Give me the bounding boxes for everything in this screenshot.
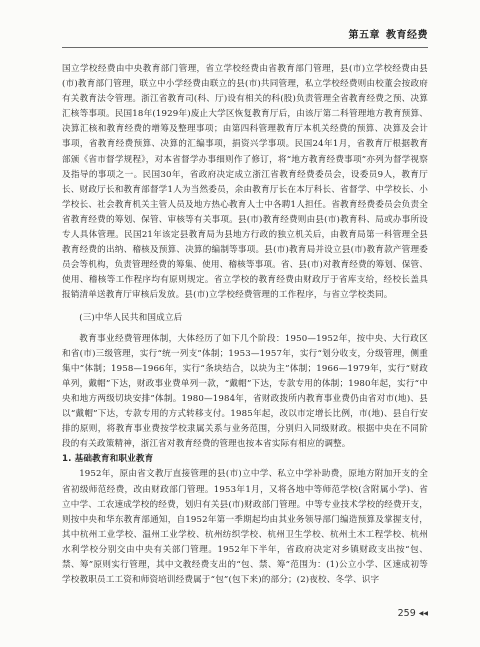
- chapter-title: 教育经费: [386, 30, 428, 41]
- subheading: 1. 基础教育和职业教育: [62, 454, 154, 465]
- chapter-label: 第五章: [348, 30, 380, 41]
- body-text: [62, 62, 428, 588]
- page-number: 259: [397, 608, 416, 619]
- page-footer: [398, 608, 428, 619]
- running-head: [343, 26, 429, 41]
- paragraph-1: 国立学校经费由中央教育部门管理，省立学校经费由省教育部门管理，县(市)立学校经费由县(市)教育部门管理，联立中小学经费由联立的县(市)共同管理，私立学校经费则由校董会按政府有关教育法令管理。浙江省教育司(科、厅)设有相关的科(股)负责管理全省教育经费之预、决算汇核等事项。民国18年(1929年)废止大学区恢复教育厅后，由该厅第二科管理地方教育预算、决算汇核和教育经费的增筹及整理事项；由第四科管理教育厅本机关经费的预算、决算及会计事项，省教育经费预算、决算的汇编事项，捐资兴学事项。民国24年1月，省教育厅根据教育部颁《省市督学规程》，对本省督学办事细则作了修订，将“地方教育经费事项”亦列为督学视察及指导的事项之一。民国30年，省政府决定成立浙江省教育经费委员会，设委员9人，教育厅长、财政厅长和教育部督学1人为当然委员，余由教育厅长在本厅科长、省督学、中学校长、小学校长、社会教育机关主管人员及地方热心教育人士中各聘1人担任。省教育经费委员会负责全省教育经费的筹划、保管、审核等有关事项。县(市)教育经费则由县(市)教育科、局或办事所设专人具体管理。民国21年该定县教育局为县地方行政的独立机关后，由教育局第一科管理全县教育经费的出纳、稽核及预算、决算的编制等事项。县(市)教育局并设立县(市)教育款产管理委员会等机构，负责管理经费的筹集、使用、稽核等事项。省、县(市)对教育经费的筹划、保管、使用、稽核等工作程序均有原则规定。省立学校的教育经费由财政厅于省库支给，经校长盖具报销清单送教育厅审核后发放。县(市)立学校经费管理的工作程序，与省立学校类同。: [62, 64, 428, 301]
- section-heading: (三)中华人民共和国成立后: [79, 312, 183, 323]
- header-rule: [62, 47, 428, 48]
- paragraph-2: 教育事业经费管理体制，大体经历了如下几个阶段：1950—1952年，按中央、大行政区和省(市)三级管理，实行“统一列支”体制；1953—1957年，实行“划分收支，分级管理，侧重集中”体制；1958—1966年，实行“条块结合，以块为主”体制；1966—1979年，实行“财政单列，戴帽”下达，财政事业费单列一款，“戴帽”下达，专款专用的体制；1980年起，实行“中央和地方两级切块安排”体制。1980—1984年，省财政拨所内教育事业费仍由省对市(地)、县以“戴帽”下达，专款专用的方式转移支付。1985年起，改以市定增长比例，市(地)、县自行安排的原则，将教育事业费按学校隶属关系与业务范围，分别归入同级财政。根据中央在不同阶段的有关政策精神，浙江省对教育经费的管理也按本省实际有相应的调整。: [62, 333, 428, 450]
- page-marker-icon: ◀◀: [418, 610, 428, 617]
- paragraph-3: 1952年，原由省文教厅直接管理的县(市)立中学、私立中学补助费，原地方附加开支的全省初级师范经费，改由财政部门管理。1953年1月，又将各地中等师范学校(含附属小学)、省立中学、工农速成学校的经费，划归有关县(市)财政部门管理。中等专业技术学校的经费开支，则按中央和华东教育部通知，自1952年第一季期起均由其业务领导部门编造预算及掌握支付，其中杭州工业学校、温州工业学校、杭州纺织学校、杭州卫生学校、杭州土木工程学校、杭州水利学校分别交由中央有关部门管理。1952年下半年，省政府决定对乡镇财政支出按“包、禁、筹”原则实行管理，其中文教经费支出的“包、禁、筹”范围为：(1)公立小学、区速成初等学校教职员工工资和师资培训经费属于“包”(包下来)的部分；(2)夜校、冬学、识字: [62, 469, 428, 586]
